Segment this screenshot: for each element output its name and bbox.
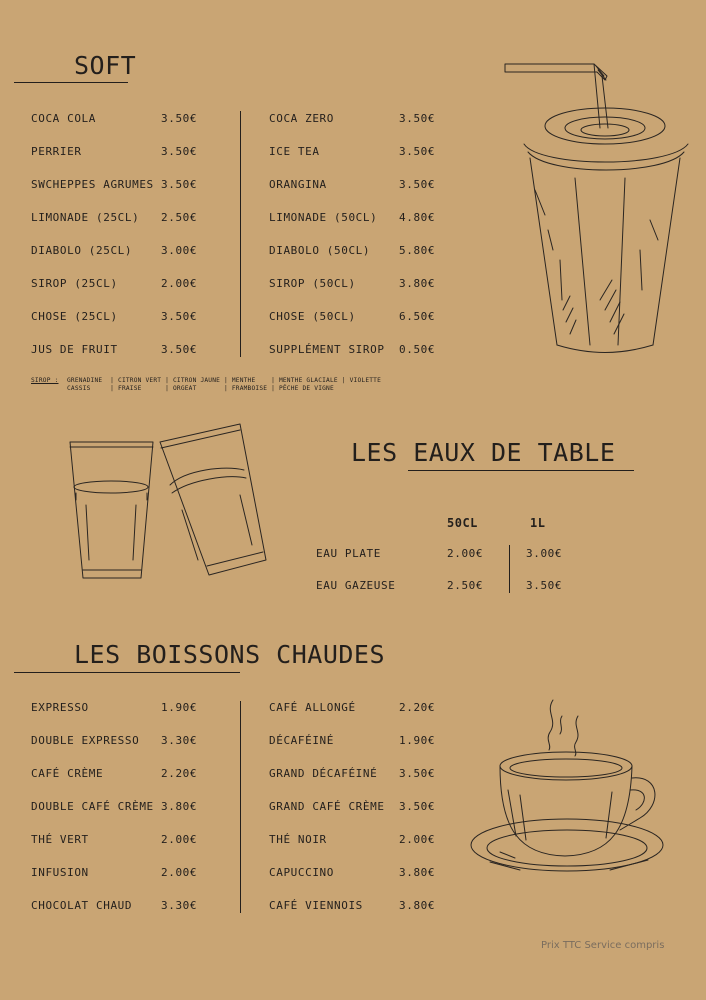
menu-price: 4.80€ (399, 211, 436, 224)
menu-item: GRAND DÉCAFÉINÉ (269, 767, 378, 780)
menu-item: ICE TEA (269, 145, 320, 158)
menu-item: DOUBLE EXPRESSO (31, 734, 140, 747)
menu-item: LIMONADE (50CL) (269, 211, 378, 224)
menu-price: 2.00€ (161, 833, 198, 846)
menu-price: 3.80€ (399, 899, 436, 912)
column-header-1l: 1L (530, 516, 546, 530)
menu-item: GRAND CAFÉ CRÈME (269, 800, 385, 813)
menu-item: THÉ NOIR (269, 833, 327, 846)
menu-price: 2.50€ (161, 211, 198, 224)
menu-price: 3.50€ (526, 579, 563, 592)
menu-item: EAU GAZEUSE (316, 579, 396, 592)
menu-item: CAPUCCINO (269, 866, 335, 879)
menu-price: 1.90€ (161, 701, 198, 714)
menu-item: THÉ VERT (31, 833, 89, 846)
menu-item: INFUSION (31, 866, 89, 879)
menu-item: LIMONADE (25CL) (31, 211, 140, 224)
menu-price: 3.50€ (399, 767, 436, 780)
menu-item: CAFÉ CRÈME (31, 767, 104, 780)
column-header-50cl: 50CL (447, 516, 478, 530)
menu-price: 3.50€ (161, 310, 198, 323)
menu-item: ORANGINA (269, 178, 327, 191)
menu-price: 2.00€ (161, 866, 198, 879)
menu-price: 3.80€ (161, 800, 198, 813)
menu-price: 3.50€ (161, 343, 198, 356)
menu-price: 3.50€ (161, 112, 198, 125)
menu-item: SWCHEPPES AGRUMES (31, 178, 154, 191)
menu-item: JUS DE FRUIT (31, 343, 118, 356)
soft-title: SOFT (74, 51, 137, 80)
menu-price: 2.20€ (161, 767, 198, 780)
menu-item: CHOCOLAT CHAUD (31, 899, 133, 912)
menu-item: EAU PLATE (316, 547, 382, 560)
menu-price: 2.00€ (399, 833, 436, 846)
menu-price: 3.50€ (161, 145, 198, 158)
menu-price: 3.00€ (161, 244, 198, 257)
menu-item: SIROP (50CL) (269, 277, 356, 290)
menu-item: DIABOLO (25CL) (31, 244, 133, 257)
eaux-title: LES EAUX DE TABLE (351, 438, 616, 467)
sirop-flavours-line-1: GRENADINE | CITRON VERT | CITRON JAUNE | MENTHE | MENTHE GLACIALE | VIOLETTE (67, 377, 382, 384)
menu-item: SUPPLÉMENT SIROP (269, 343, 385, 356)
menu-price: 3.50€ (399, 800, 436, 813)
menu-price: 3.80€ (399, 866, 436, 879)
menu-price: 3.30€ (161, 734, 198, 747)
menu-item: CHOSE (50CL) (269, 310, 356, 323)
menu-price: 3.50€ (399, 178, 436, 191)
menu-item: DÉCAFÉINÉ (269, 734, 335, 747)
menu-price: 3.00€ (526, 547, 563, 560)
menu-price: 2.20€ (399, 701, 436, 714)
footer-note: Prix TTC Service compris (541, 940, 665, 951)
menu-item: DIABOLO (50CL) (269, 244, 371, 257)
menu-item: EXPRESSO (31, 701, 89, 714)
menu-price: 0.50€ (399, 343, 436, 356)
menu-item: COCA ZERO (269, 112, 335, 125)
menu-item: SIROP (25CL) (31, 277, 118, 290)
menu-price: 3.80€ (399, 277, 436, 290)
menu-price: 5.80€ (399, 244, 436, 257)
menu-price: 3.50€ (399, 112, 436, 125)
sirop-label: SIROP : (31, 377, 59, 384)
menu-price: 3.50€ (161, 178, 198, 191)
menu-price: 1.90€ (399, 734, 436, 747)
menu-price: 2.00€ (161, 277, 198, 290)
menu-item: CAFÉ VIENNOIS (269, 899, 363, 912)
menu-price: 2.00€ (447, 547, 484, 560)
chaudes-title: LES BOISSONS CHAUDES (74, 640, 386, 669)
menu-price: 2.50€ (447, 579, 484, 592)
sirop-flavours-line-2: CASSIS | FRAISE | ORGEAT | FRAMBOISE | PÊCHE DE VIGNE (67, 385, 334, 392)
menu-item: PERRIER (31, 145, 82, 158)
menu-item: DOUBLE CAFÉ CRÈME (31, 800, 154, 813)
menu-price: 3.50€ (399, 145, 436, 158)
menu-item: CAFÉ ALLONGÉ (269, 701, 356, 714)
menu-price: 6.50€ (399, 310, 436, 323)
menu-price: 3.30€ (161, 899, 198, 912)
menu-item: CHOSE (25CL) (31, 310, 118, 323)
menu-item: COCA COLA (31, 112, 97, 125)
